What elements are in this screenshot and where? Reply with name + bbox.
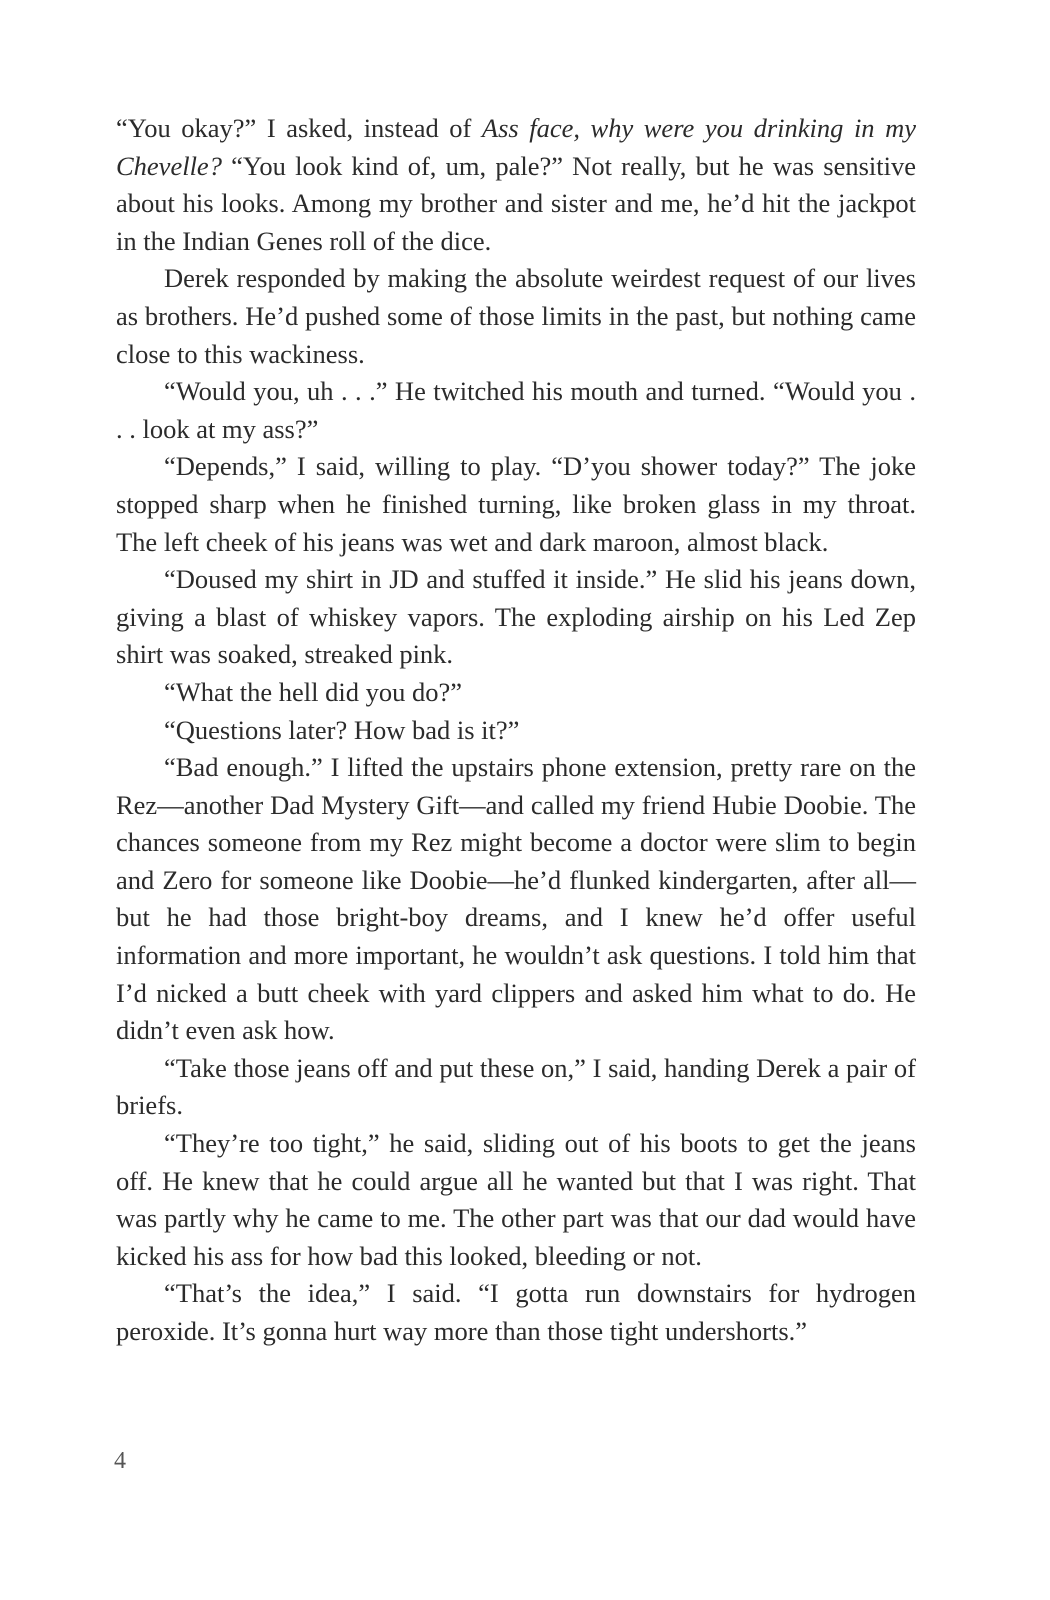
text-segment: “You look kind of, um, pale?” Not really, but he was sensitive about his looks. Among my brother and sister and me, he’d hit the jackpot in the Indian Genes roll of the dice. [116, 150, 916, 256]
text-segment: “Doused my shirt in JD and stuffed it inside.” He slid his jeans down, giving a blast of whiskey vapors. The exploding airship on his Led Zep shirt was soaked, streaked pink. [116, 564, 916, 670]
text-segment: “You okay?” I asked, instead of [116, 113, 482, 143]
text-segment: “Would you, uh . . .” He twitched his mouth and turned. “Would you . . . look at my ass?” [116, 376, 916, 444]
paragraph [116, 448, 916, 561]
text-segment: “Depends,” I said, willing to play. “D’you shower today?” The joke stopped sharp when he finished turning, like broken glass in my throat. The left cheek of his jeans was wet and dark maroon, almost black. [116, 451, 916, 557]
text-segment: “They’re too tight,” he said, sliding out of his boots to get the jeans off. He knew that he could argue all he wanted but that I was right. That was partly why he came to me. The other part was that our dad would have kicked his ass for how bad this looked, bleeding or not. [116, 1128, 916, 1271]
paragraph [116, 110, 916, 260]
paragraph [116, 712, 916, 750]
text-segment: “Questions later? How bad is it?” [164, 714, 520, 745]
text-segment: “Take those jeans off and put these on,” I said, handing Derek a pair of briefs. [116, 1052, 916, 1121]
paragraph [116, 1050, 916, 1125]
paragraph [116, 260, 916, 373]
text-segment: “Bad enough.” I lifted the upstairs phone extension, pretty rare on the Rez—another Dad Mystery Gift—and called my friend Hubie Doobie. The chances someone from my Rez might become a doctor were slim to begin and Zero for someone like Doobie—he’d flunked kindergarten, after all—but he had those bright-boy dreams, and I knew he’d offer useful information and more important, he wouldn’t ask questions. I told him that I’d nicked a butt cheek with yard clippers and asked him what to do. He didn’t even ask how. [116, 752, 916, 1046]
paragraph [116, 674, 916, 712]
text-segment: “What the hell did you do?” [164, 676, 463, 707]
paragraph [116, 1275, 916, 1350]
paragraph [116, 749, 916, 1050]
italic-text-segment: Ass face, why were you drinking in my Chevelle? [116, 113, 916, 181]
text-segment: Derek responded by making the absolute weirdest request of our lives as brothers. He’d pushed some of those limits in the past, but nothing came close to this wackiness. [116, 263, 916, 369]
paragraph [116, 1125, 916, 1275]
paragraph [116, 561, 916, 674]
paragraph [116, 373, 916, 448]
body-text [116, 110, 916, 1351]
page-number: 4 [114, 1448, 126, 1474]
text-segment: “That’s the idea,” I said. “I gotta run downstairs for hydrogen peroxide. It’s gonna hurt way more than those tight undershorts.” [116, 1278, 916, 1346]
